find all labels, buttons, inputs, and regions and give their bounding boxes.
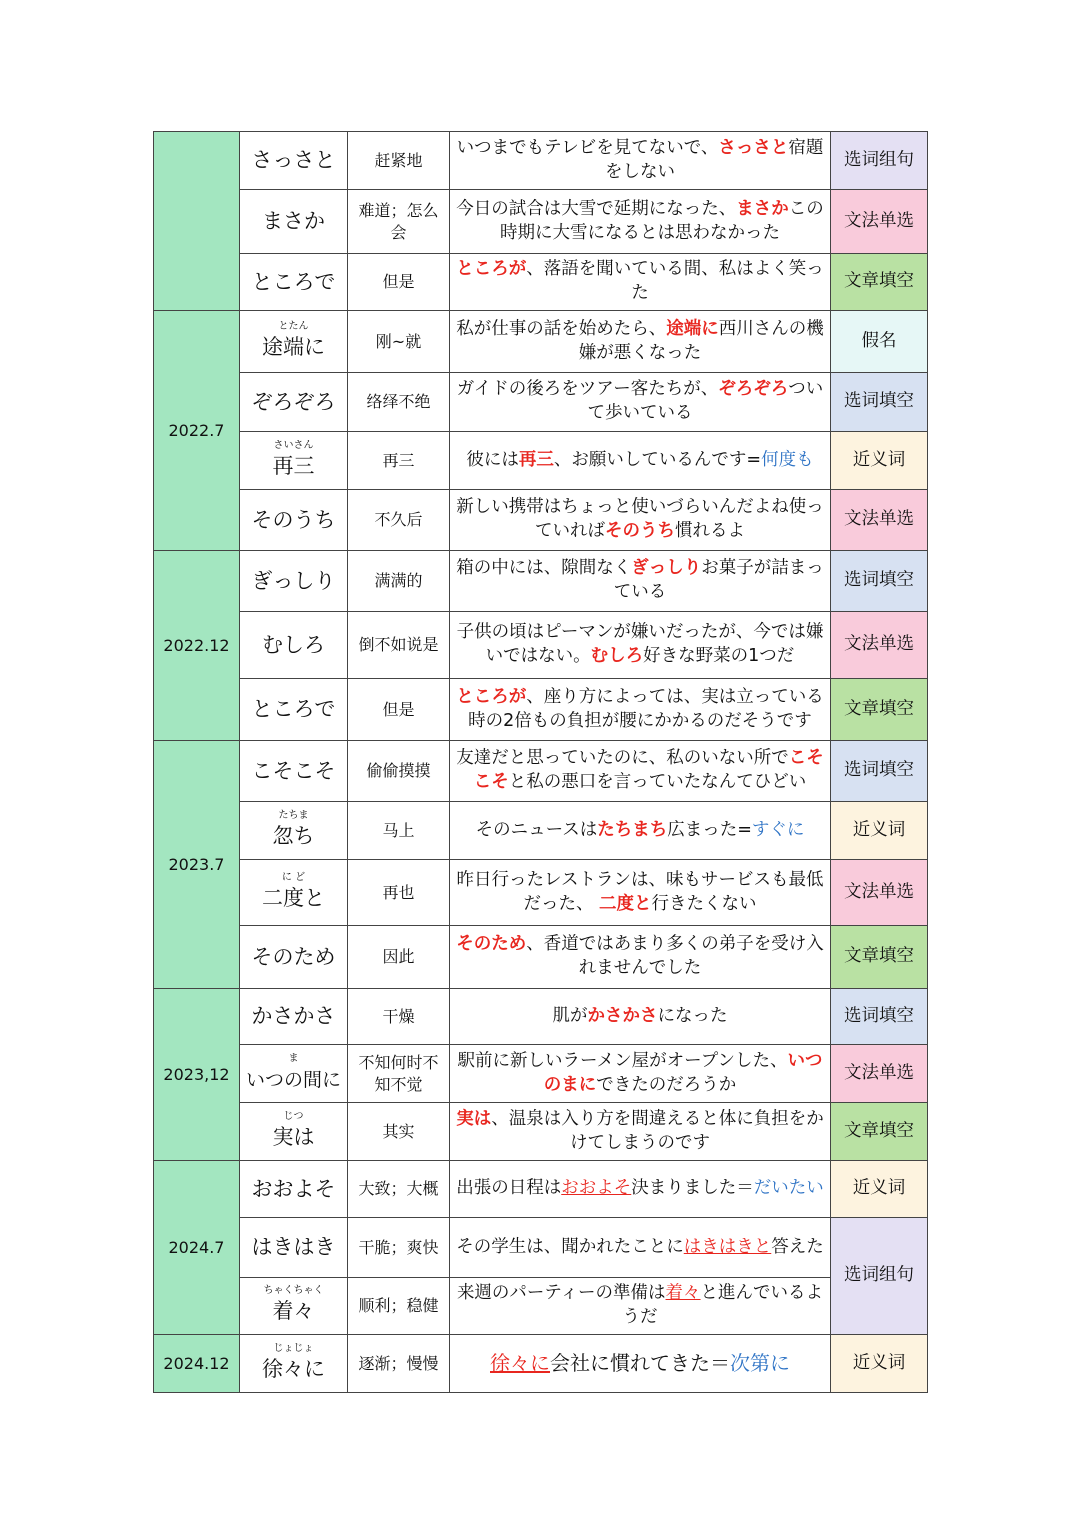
date-cell: 2023.7 — [154, 741, 240, 989]
word-text: 二度と — [262, 885, 325, 910]
highlight-text: 実は — [456, 1108, 492, 1129]
table-row — [154, 373, 928, 432]
example-text: お菓子が詰まっている — [613, 558, 824, 602]
table-row — [154, 190, 928, 254]
table-row — [154, 311, 928, 373]
table-row — [154, 926, 928, 989]
highlight-text: すぐに — [751, 819, 805, 840]
furigana-reading: に ど — [281, 871, 306, 883]
example-cell — [450, 1335, 831, 1393]
table-row — [154, 679, 928, 741]
example-text: 私が仕事の話を始めたら、 — [456, 318, 667, 339]
word-cell: そのうち — [240, 490, 348, 551]
type-cell: 文法单选 — [831, 1045, 928, 1103]
table-row — [154, 860, 928, 926]
table-row — [154, 432, 928, 490]
example-text: 宿題をしない — [605, 137, 824, 182]
meaning-cell: 不知何时不知不觉 — [348, 1045, 450, 1103]
example-cell — [450, 741, 831, 802]
table-row — [154, 741, 928, 802]
type-cell: 近义词 — [831, 432, 928, 490]
table-row — [154, 1045, 928, 1103]
example-cell — [450, 926, 831, 989]
word-cell — [240, 311, 348, 373]
example-cell — [450, 490, 831, 551]
highlight-text: ところが — [456, 686, 527, 707]
example-text: 、温泉は入り方を間違えると体に負担をかけてしまうのです — [491, 1108, 824, 1153]
example-text: 昨日行ったレストランは、味もサービスも最低だった、 — [456, 869, 824, 914]
example-text: その学生は、聞かれたことに — [456, 1236, 684, 1257]
table-row — [154, 1218, 928, 1278]
type-cell: 选词填空 — [831, 373, 928, 432]
type-cell: 假名 — [831, 311, 928, 373]
type-cell: 选词组句 — [831, 1218, 928, 1335]
example-text: になった — [657, 1005, 728, 1026]
meaning-cell: 干脆；爽快 — [348, 1218, 450, 1278]
example-cell — [450, 311, 831, 373]
example-text: 箱の中には、隙間なく — [456, 558, 632, 579]
highlight-text: おおよそ — [561, 1178, 632, 1199]
furigana-reading: じつ — [283, 1110, 304, 1122]
meaning-cell: 赶紧地 — [348, 132, 450, 190]
highlight-text: 何度も — [761, 449, 814, 470]
example-text: 答えた — [771, 1236, 824, 1257]
example-text: 、お願いしているんです= — [553, 449, 762, 470]
date-cell: 2024.7 — [154, 1161, 240, 1335]
example-text: と私の悪口を言っていたなんてひどい — [508, 772, 807, 792]
word-cell: まさか — [240, 190, 348, 254]
example-text: と進んでいるようだ — [622, 1283, 824, 1327]
example-text: いつまでもテレビを見てないで、 — [456, 137, 719, 158]
meaning-cell: 但是 — [348, 679, 450, 741]
word-cell — [240, 802, 348, 860]
example-text: 広まった= — [667, 819, 752, 840]
highlight-text: 次第に — [730, 1351, 790, 1375]
furigana-reading: とたん — [278, 320, 309, 332]
example-text: 決まりました＝ — [631, 1178, 754, 1199]
table-row — [154, 1161, 928, 1218]
example-text: この時期に大雪になるとは思わなかった — [500, 198, 824, 243]
example-text: 新しい携帯はちょっと使いづらいんだよね使っていれば — [456, 497, 824, 541]
highlight-text: 途端に — [666, 318, 719, 339]
word-cell: むしろ — [240, 612, 348, 679]
type-cell: 文法单选 — [831, 490, 928, 551]
highlight-text: そのうち — [605, 521, 675, 541]
meaning-cell: 不久后 — [348, 490, 450, 551]
highlight-text: はきはきと — [683, 1236, 772, 1257]
table-row — [154, 132, 928, 190]
word-cell: ところで — [240, 254, 348, 311]
meaning-cell: 顺利；稳健 — [348, 1278, 450, 1335]
highlight-text: 再三 — [518, 449, 554, 470]
example-text: 行きたくない — [651, 893, 757, 914]
example-text: 好きな野菜の1つだ — [643, 646, 795, 666]
table-row — [154, 254, 928, 311]
table-row — [154, 551, 928, 612]
table-row — [154, 802, 928, 860]
example-cell — [450, 860, 831, 926]
word-cell: ところで — [240, 679, 348, 741]
word-text: 徐々に — [262, 1356, 325, 1381]
meaning-cell: 但是 — [348, 254, 450, 311]
meaning-cell: 难道；怎么会 — [348, 190, 450, 254]
highlight-text: こそこそ — [473, 748, 824, 792]
word-cell — [240, 1103, 348, 1161]
word-cell: おおよそ — [240, 1161, 348, 1218]
example-text: 彼には — [466, 449, 519, 470]
example-cell — [450, 802, 831, 860]
type-cell: 文法单选 — [831, 860, 928, 926]
word-cell — [240, 1335, 348, 1393]
word-text: 途端に — [262, 334, 325, 359]
highlight-text: まさか — [736, 198, 789, 219]
word-cell: こそこそ — [240, 741, 348, 802]
meaning-cell: 逐渐；慢慢 — [348, 1335, 450, 1393]
example-text: 今日の試合は大雪で延期になった、 — [456, 198, 737, 219]
example-cell — [450, 679, 831, 741]
example-text: 、座り方によっては、実は立っている時の2倍もの負担が腰にかかるのだそうです — [468, 686, 824, 731]
example-text: 肌が — [552, 1005, 588, 1026]
date-cell: 2023,12 — [154, 989, 240, 1161]
table-row — [154, 989, 928, 1045]
example-cell — [450, 373, 831, 432]
type-cell: 选词填空 — [831, 741, 928, 802]
word-text: いつの間に — [246, 1068, 342, 1091]
type-cell: 近义词 — [831, 802, 928, 860]
highlight-text: そのため — [456, 934, 527, 955]
example-text: 、落語を聞いている間、私はよく笑った — [526, 259, 824, 303]
word-cell: さっさと — [240, 132, 348, 190]
meaning-cell: 再也 — [348, 860, 450, 926]
furigana-reading: ま — [288, 1052, 299, 1064]
table-row — [154, 490, 928, 551]
table-row — [154, 1335, 928, 1393]
example-text: 慣れるよ — [675, 521, 745, 541]
word-cell: ぎっしり — [240, 551, 348, 612]
highlight-text: ぞろぞろ — [718, 379, 789, 400]
example-text: 子供の頃はピーマンが嫌いだったが、今では嫌いではない。 — [456, 622, 824, 666]
meaning-cell: 大致；大概 — [348, 1161, 450, 1218]
highlight-text: 二度と — [599, 893, 652, 914]
furigana-reading: さいさん — [273, 439, 314, 451]
table-row — [154, 1103, 928, 1161]
highlight-text: さっさと — [718, 137, 789, 158]
highlight-text: だいたい — [753, 1178, 824, 1199]
word-cell — [240, 1278, 348, 1335]
example-cell — [450, 1103, 831, 1161]
meaning-cell: 因此 — [348, 926, 450, 989]
furigana-reading: たちま — [278, 809, 309, 821]
example-cell — [450, 432, 831, 490]
highlight-text: むしろ — [590, 646, 644, 666]
example-cell — [450, 612, 831, 679]
type-cell: 选词填空 — [831, 989, 928, 1045]
example-text: 駅前に新しいラーメン屋がオープンした、 — [457, 1050, 788, 1071]
type-cell: 文章填空 — [831, 254, 928, 311]
date-cell: 2022.7 — [154, 311, 240, 551]
date-cell: 2024.12 — [154, 1335, 240, 1393]
furigana-reading: じょじょ — [273, 1342, 314, 1354]
example-text: ついて歩いている — [587, 379, 824, 423]
example-cell — [450, 254, 831, 311]
meaning-cell: 络绎不绝 — [348, 373, 450, 432]
highlight-text: たちまち — [597, 819, 668, 840]
highlight-text: かさかさ — [587, 1005, 658, 1026]
word-text: 着々 — [272, 1299, 315, 1324]
example-cell — [450, 551, 831, 612]
example-text: 、香道ではあまり多くの弟子を受け入れませんでした — [526, 934, 824, 978]
meaning-cell: 满满的 — [348, 551, 450, 612]
type-cell: 近义词 — [831, 1335, 928, 1393]
meaning-cell: 再三 — [348, 432, 450, 490]
word-cell: ぞろぞろ — [240, 373, 348, 432]
meaning-cell: 干燥 — [348, 989, 450, 1045]
meaning-cell: 偷偷摸摸 — [348, 741, 450, 802]
example-text: ガイドの後ろをツアー客たちが、 — [456, 379, 719, 400]
example-text: できたのだろうか — [596, 1074, 737, 1095]
meaning-cell: 马上 — [348, 802, 450, 860]
date-cell — [154, 132, 240, 311]
highlight-text: 徐々に — [490, 1351, 550, 1375]
example-cell — [450, 132, 831, 190]
highlight-text: いつのまに — [543, 1050, 823, 1095]
type-cell: 文法单选 — [831, 612, 928, 679]
table-row — [154, 612, 928, 679]
table-row — [154, 1278, 928, 1335]
example-cell — [450, 1278, 831, 1335]
example-cell — [450, 1045, 831, 1103]
word-cell — [240, 860, 348, 926]
word-cell — [240, 1045, 348, 1103]
example-cell — [450, 989, 831, 1045]
vocab-table — [153, 131, 928, 1393]
meaning-cell: 其实 — [348, 1103, 450, 1161]
type-cell: 选词填空 — [831, 551, 928, 612]
example-text: 出張の日程は — [456, 1178, 562, 1199]
example-cell — [450, 190, 831, 254]
meaning-cell: 倒不如说是 — [348, 612, 450, 679]
highlight-text: ところが — [456, 259, 527, 280]
example-text: 西川さんの機嫌が悪くなった — [578, 318, 824, 363]
type-cell: 文章填空 — [831, 926, 928, 989]
type-cell: 文法单选 — [831, 190, 928, 254]
example-cell — [450, 1161, 831, 1218]
highlight-text: ぎっしり — [631, 558, 702, 579]
example-text: 友達だと思っていたのに、私のいない所で — [456, 748, 789, 769]
word-text: 忽ち — [272, 823, 315, 848]
meaning-cell: 刚~就 — [348, 311, 450, 373]
example-text: 来週のパーティーの準備は — [456, 1283, 666, 1304]
type-cell: 文章填空 — [831, 1103, 928, 1161]
example-text: そのニュースは — [475, 819, 598, 840]
furigana-reading: ちゃくちゃく — [263, 1285, 324, 1297]
word-cell: そのため — [240, 926, 348, 989]
word-cell: はきはき — [240, 1218, 348, 1278]
type-cell: 近义词 — [831, 1161, 928, 1218]
word-cell — [240, 432, 348, 490]
type-cell: 选词组句 — [831, 132, 928, 190]
word-cell: かさかさ — [240, 989, 348, 1045]
example-text: 会社に慣れてきた＝ — [550, 1351, 730, 1375]
example-cell — [450, 1218, 831, 1278]
type-cell: 文章填空 — [831, 679, 928, 741]
word-text: 再三 — [272, 453, 315, 478]
highlight-text: 着々 — [665, 1283, 701, 1304]
date-cell: 2022.12 — [154, 551, 240, 741]
word-text: 実は — [272, 1124, 315, 1149]
